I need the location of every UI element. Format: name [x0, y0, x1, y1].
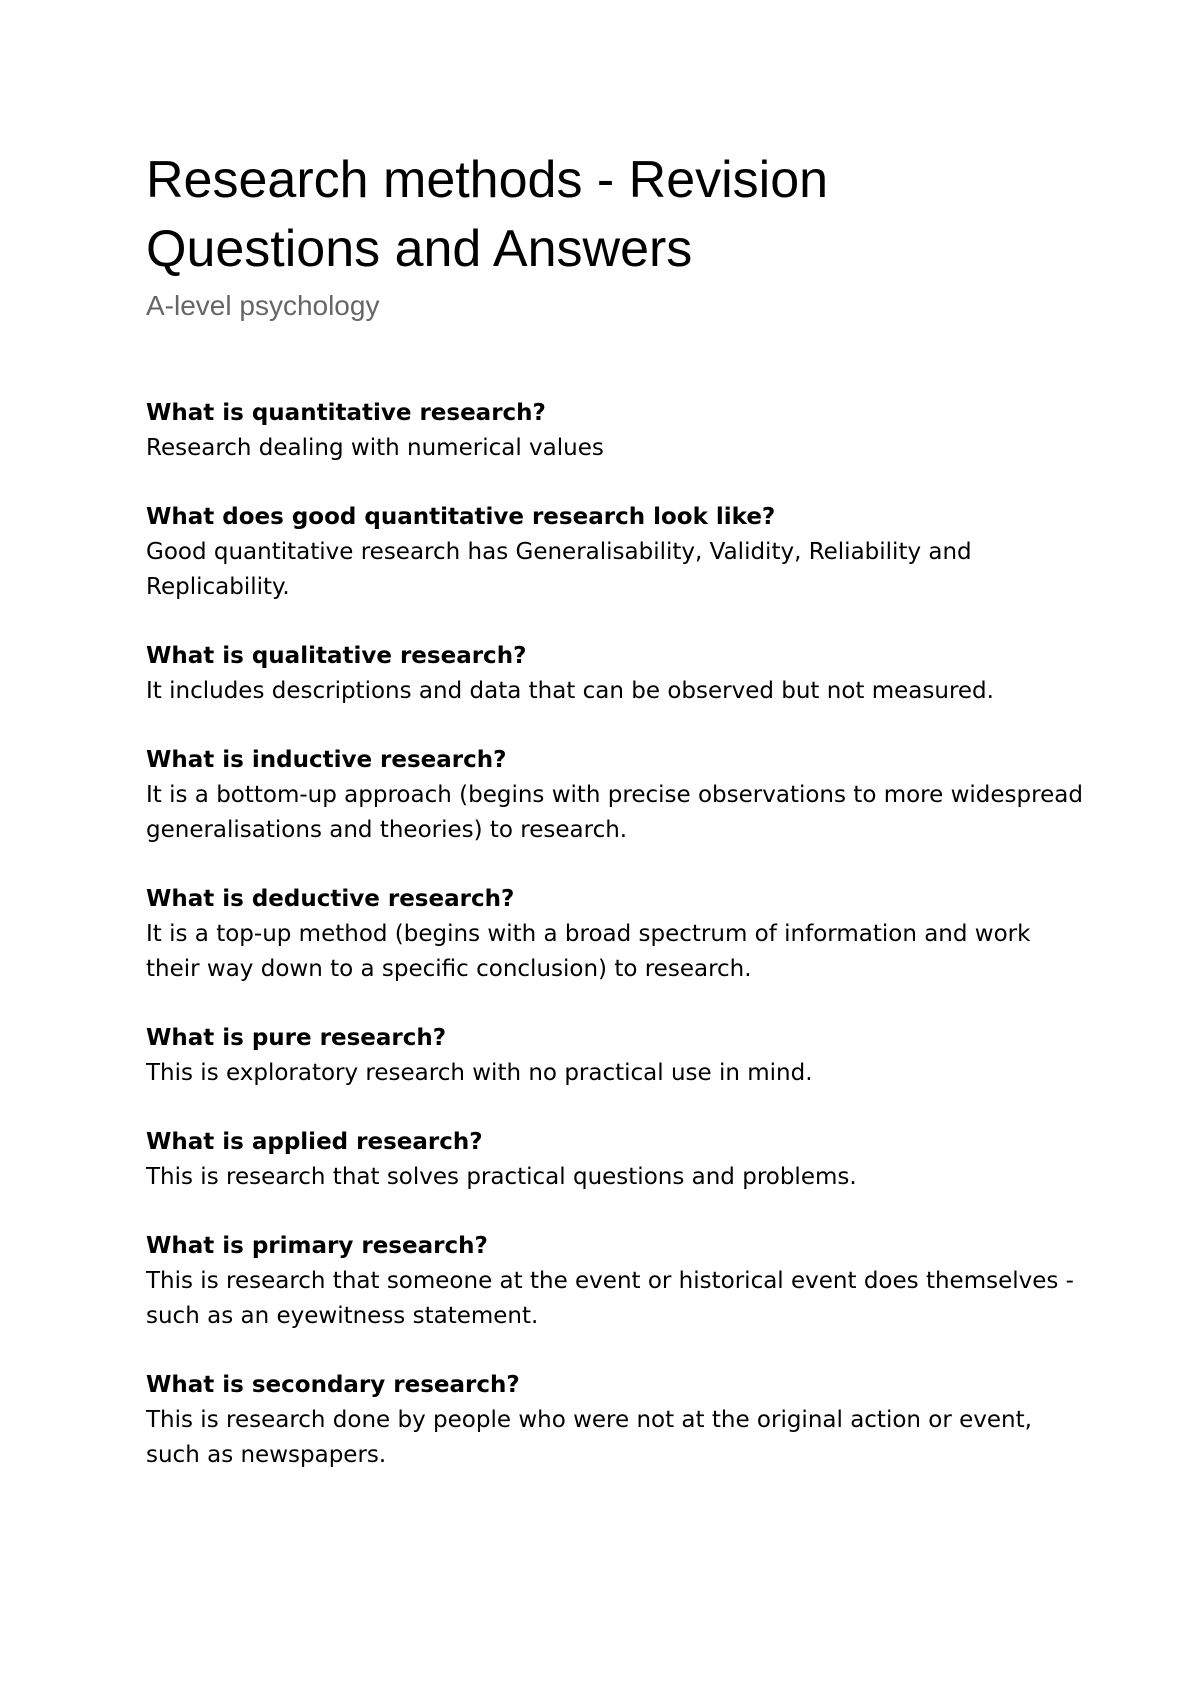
question: What is primary research? — [146, 1233, 488, 1259]
answer: It is a top-up method (begins with a broad spectrum of information and work their way down to a specific conclusion) to research. — [146, 921, 1031, 982]
qa-item-secondary — [146, 1368, 1086, 1473]
qa-item-applied — [146, 1125, 1086, 1195]
question: What is pure research? — [146, 1025, 447, 1051]
question: What is applied research? — [146, 1129, 483, 1155]
answer: It includes descriptions and data that can be observed but not measured. — [146, 678, 994, 704]
page-title — [146, 146, 1086, 284]
qa-item-primary — [146, 1229, 1086, 1334]
question: What is deductive research? — [146, 886, 515, 912]
qa-item-inductive — [146, 743, 1086, 848]
question: What is qualitative research? — [146, 643, 527, 669]
question: What does good quantitative research look like? — [146, 504, 776, 530]
question: What is quantitative research? — [146, 400, 546, 426]
question: What is inductive research? — [146, 747, 507, 773]
qa-item-deductive — [146, 882, 1086, 987]
answer: Good quantitative research has Generalisability, Validity, Reliability and Replicability. — [146, 539, 972, 600]
title-line-2: Questions and Answers — [146, 220, 693, 278]
document-page — [146, 146, 1086, 1507]
qa-item-quantitative — [146, 396, 1086, 466]
answer: Research dealing with numerical values — [146, 435, 604, 461]
question: What is secondary research? — [146, 1372, 520, 1398]
qa-item-pure — [146, 1021, 1086, 1091]
answer: This is exploratory research with no practical use in mind. — [146, 1060, 813, 1086]
answer: This is research done by people who were not at the original action or event, such as newspapers. — [146, 1407, 1032, 1468]
qa-list — [146, 396, 1086, 1473]
qa-item-good-quantitative — [146, 500, 1086, 605]
qa-item-qualitative — [146, 639, 1086, 709]
answer: This is research that solves practical questions and problems. — [146, 1164, 857, 1190]
page-subtitle: A-level psychology — [146, 290, 380, 321]
answer: It is a bottom-up approach (begins with precise observations to more widespread generalisations and theories) to research. — [146, 782, 1083, 843]
title-line-1: Research methods - Revision — [146, 151, 829, 209]
answer: This is research that someone at the event or historical event does themselves - such as an eyewitness statement. — [146, 1268, 1074, 1329]
